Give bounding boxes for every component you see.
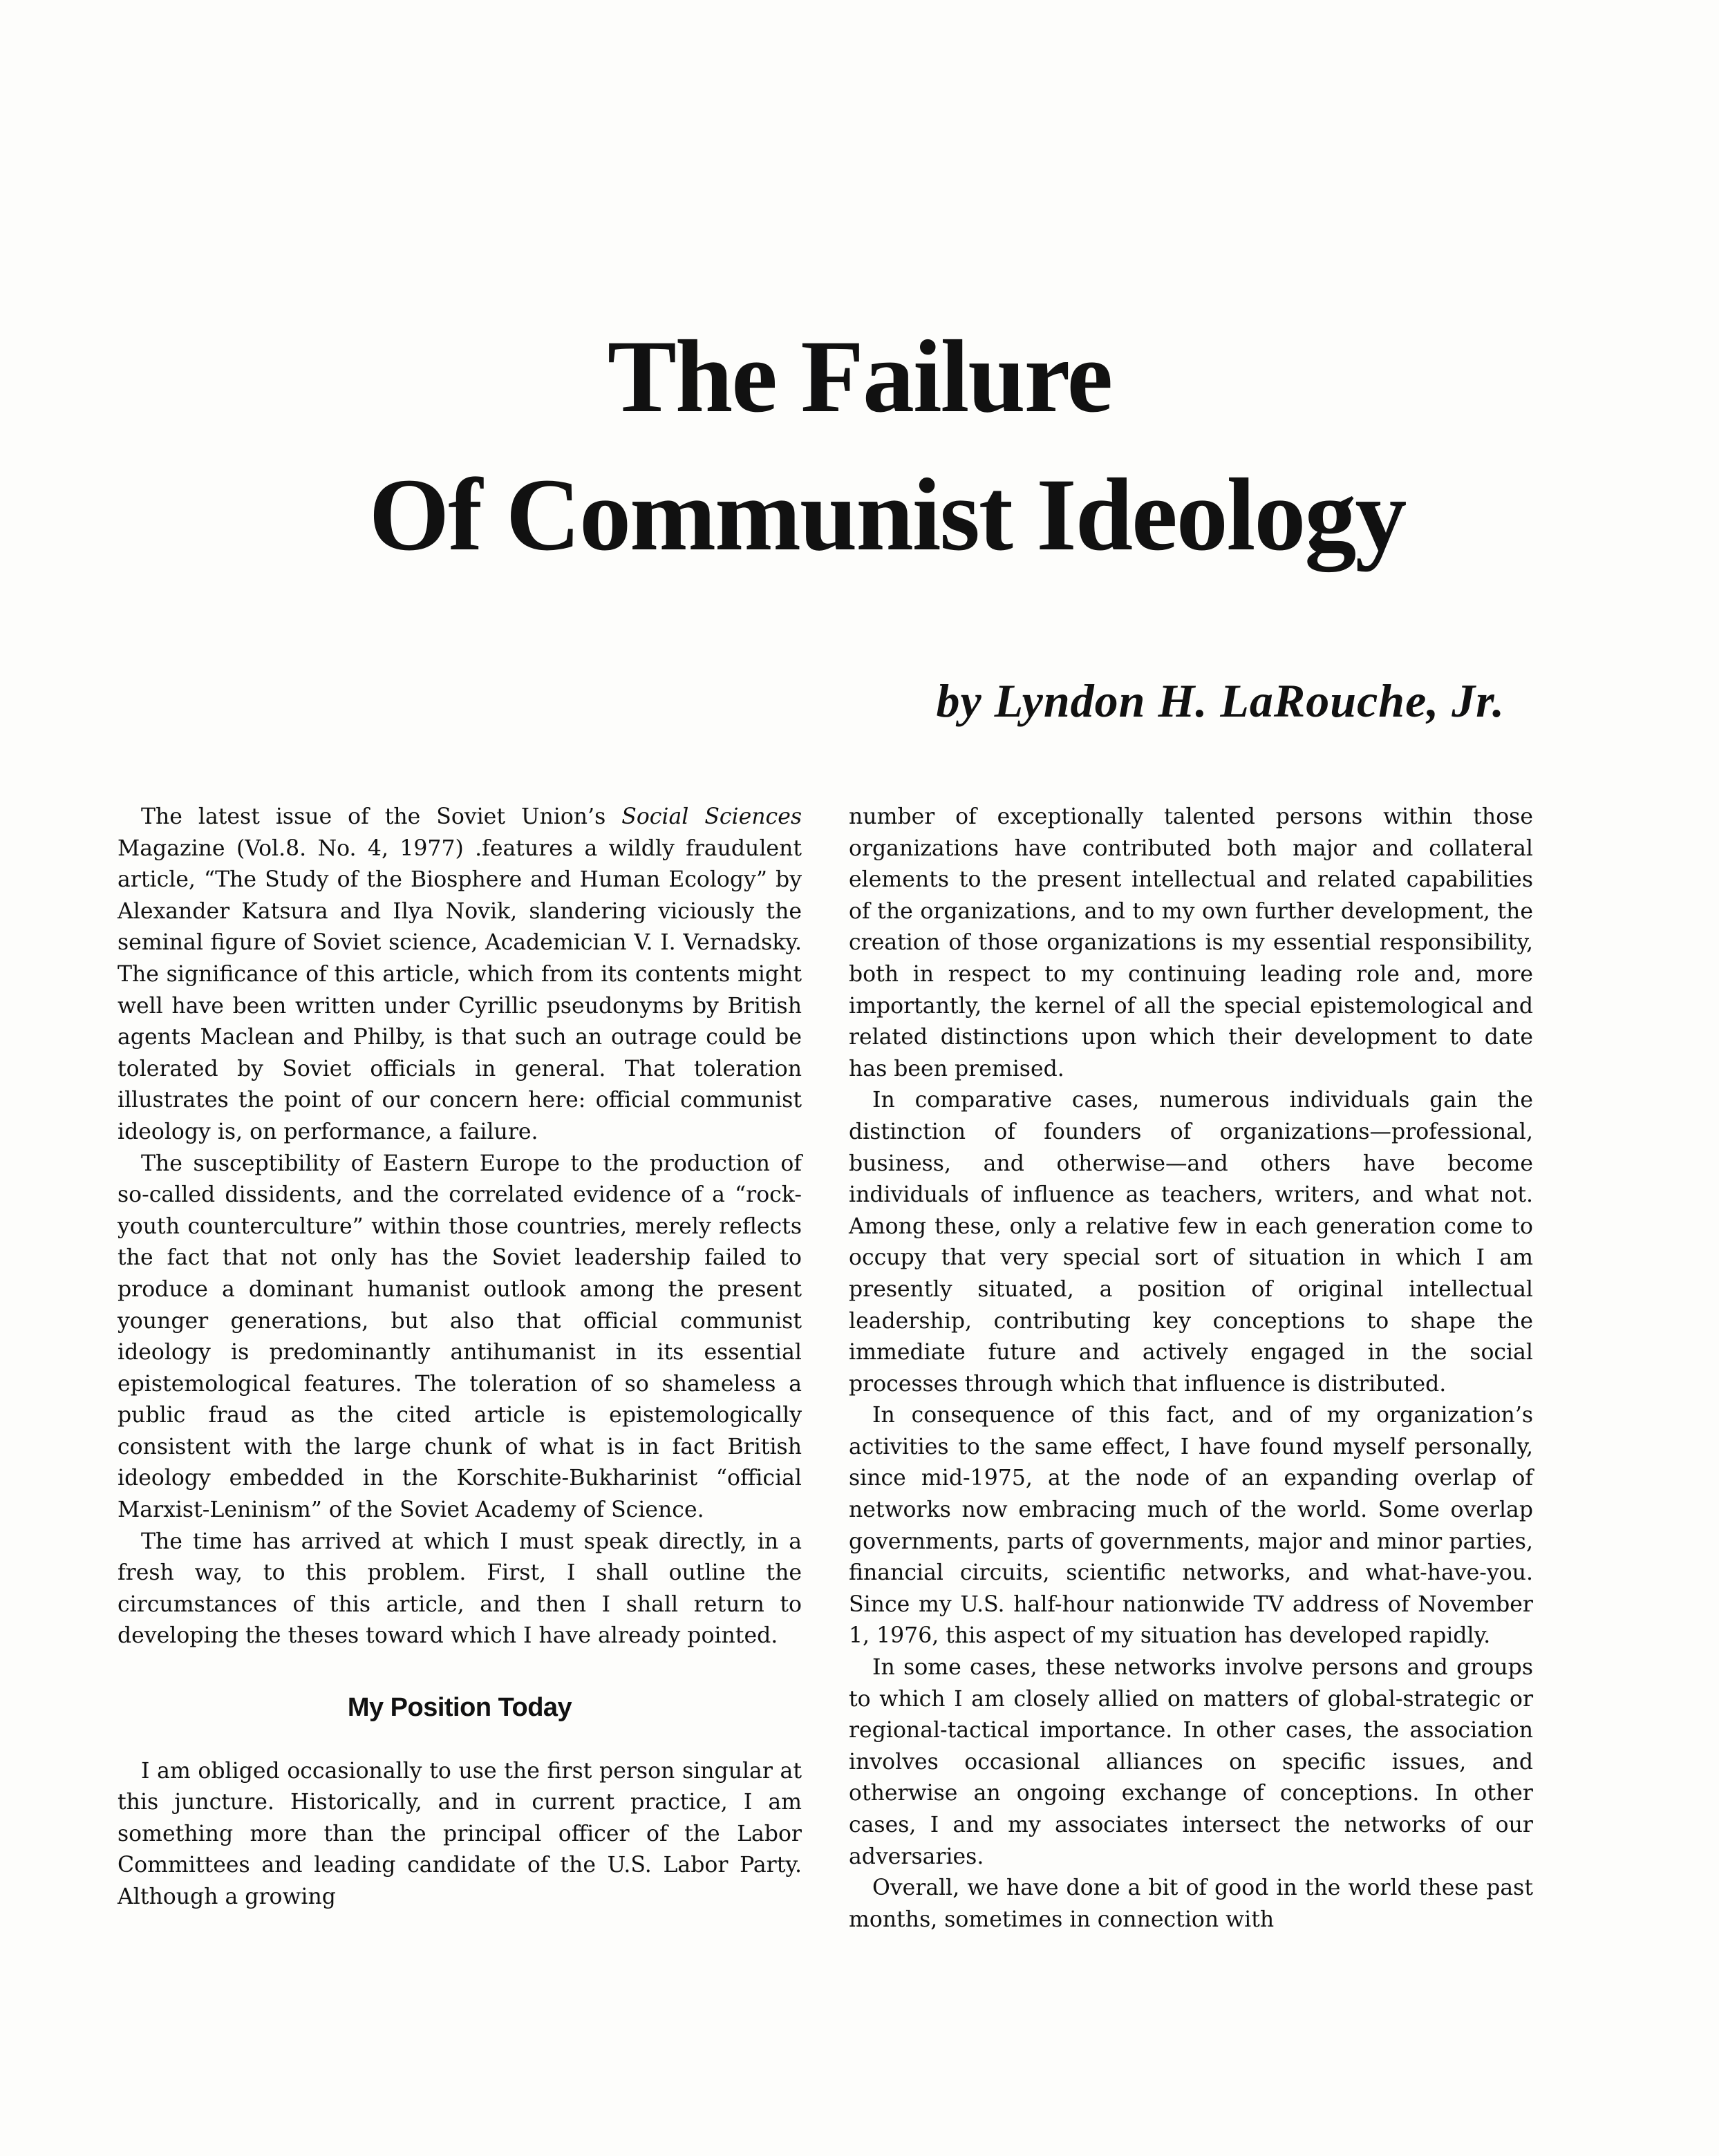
paragraph: In some cases, these networks involve persons and groups to which I am closely allied on matters of global-strategic or regional-tactical importance. In other cases, the association involves occasional alliances on specific issues, and otherwise an ongoing exchange of conceptions. In other cases, I and my associates intersect the networks of our adversaries.	[849, 1655, 1533, 1869]
paragraph: In consequence of this fact, and of my organization’s activities to the same effect, I have found myself personally, since mid-1975, at the node of an expanding overlap of networks now embracing much of the world. Some overlap governments, parts of governments, major and minor parties, financial circuits, scientific networks, and what-have-you. Since my U.S. half-hour nationwide TV address of November 1, 1976, this aspect of my situation has developed rapidly.	[849, 1403, 1533, 1649]
paragraph-text: The latest issue of the Soviet Union’s	[141, 804, 622, 829]
paragraph: I am obliged occasionally to use the first person singular at this juncture. Historically, and in current practice, I am something more than the principal officer of the Labor Committees and leading candidate of the U.S. Labor Party. Although a growing	[118, 1758, 802, 1909]
section-heading: My Position Today	[347, 1693, 572, 1723]
paragraph: In comparative cases, numerous individuals gain the distinction of founders of organizations—professional, business, and otherwise—and others have become individuals of influence as teachers, writers, and what not. Among these, only a relative few in each generation come to occupy that very special sort of situation in which I am presently situated, a position of original intellectual leadership, contributing key conceptions to shape the immediate future and actively engaged in the social processes through which that influence is distributed.	[849, 1088, 1533, 1397]
paragraph-text: Magazine (Vol.8. No. 4, 1977) .features a wildly fraudulent article, “The Study of the Biosphere and Human Ecology” by Alexander Katsura and Ilya Novik, slandering viciously the seminal figure of Soviet science, Academician V. I. Vernadsky. The significance of this article, which from its contents might well have been written under Cyrillic pseudonyms by British agents Maclean and Philby, is that such an outrage could be tolerated by Soviet officials in general. That toleration illustrates the point of our concern here: official communist ideology is, on performance, a failure.	[118, 835, 802, 1144]
right-column	[849, 802, 1533, 1936]
paragraph: The time has arrived at which I must speak directly, in a fresh way, to this problem. First, I shall outline the circumstances of this article, and then I shall return to developing the theses toward which I have already pointed.	[118, 1529, 802, 1649]
article-title-line-1: The Failure	[607, 319, 1112, 434]
byline: by Lyndon H. LaRouche, Jr.	[936, 674, 1505, 727]
paragraph	[118, 802, 802, 1148]
paragraph: number of exceptionally talented persons within those organizations have contributed both major and collateral elements to the present intellectual and related capabilities of the organizations, and to my own further development, the creation of those organizations is my essential responsibility, both in respect to my continuing leading role and, more importantly, the kernel of all the special epistemological and related distinctions upon which their development to date has been premised.	[849, 804, 1533, 1081]
magazine-title: Social Sciences	[621, 804, 802, 829]
article-title-line-2: Of Communist Ideology	[368, 457, 1406, 572]
left-column	[118, 802, 802, 1913]
paragraph: Overall, we have done a bit of good in the world these past months, sometimes in connection with	[849, 1875, 1533, 1932]
paragraph: The susceptibility of Eastern Europe to the production of so-called dissidents, and the correlated evidence of a “rock-youth counterculture” within those countries, merely reflects the fact that not only has the Soviet leadership failed to produce a dominant humanist outlook among the present younger generations, but also that official communist ideology is predominantly antihumanist in its essential epistemological features. The toleration of so shameless a public fraud as the cited article is epistemologically consistent with the large chunk of what is in fact British ideology embedded in the Korschite-Bukharinist “official Marxist-Leninism” of the Soviet Academy of Science.	[118, 1151, 802, 1523]
